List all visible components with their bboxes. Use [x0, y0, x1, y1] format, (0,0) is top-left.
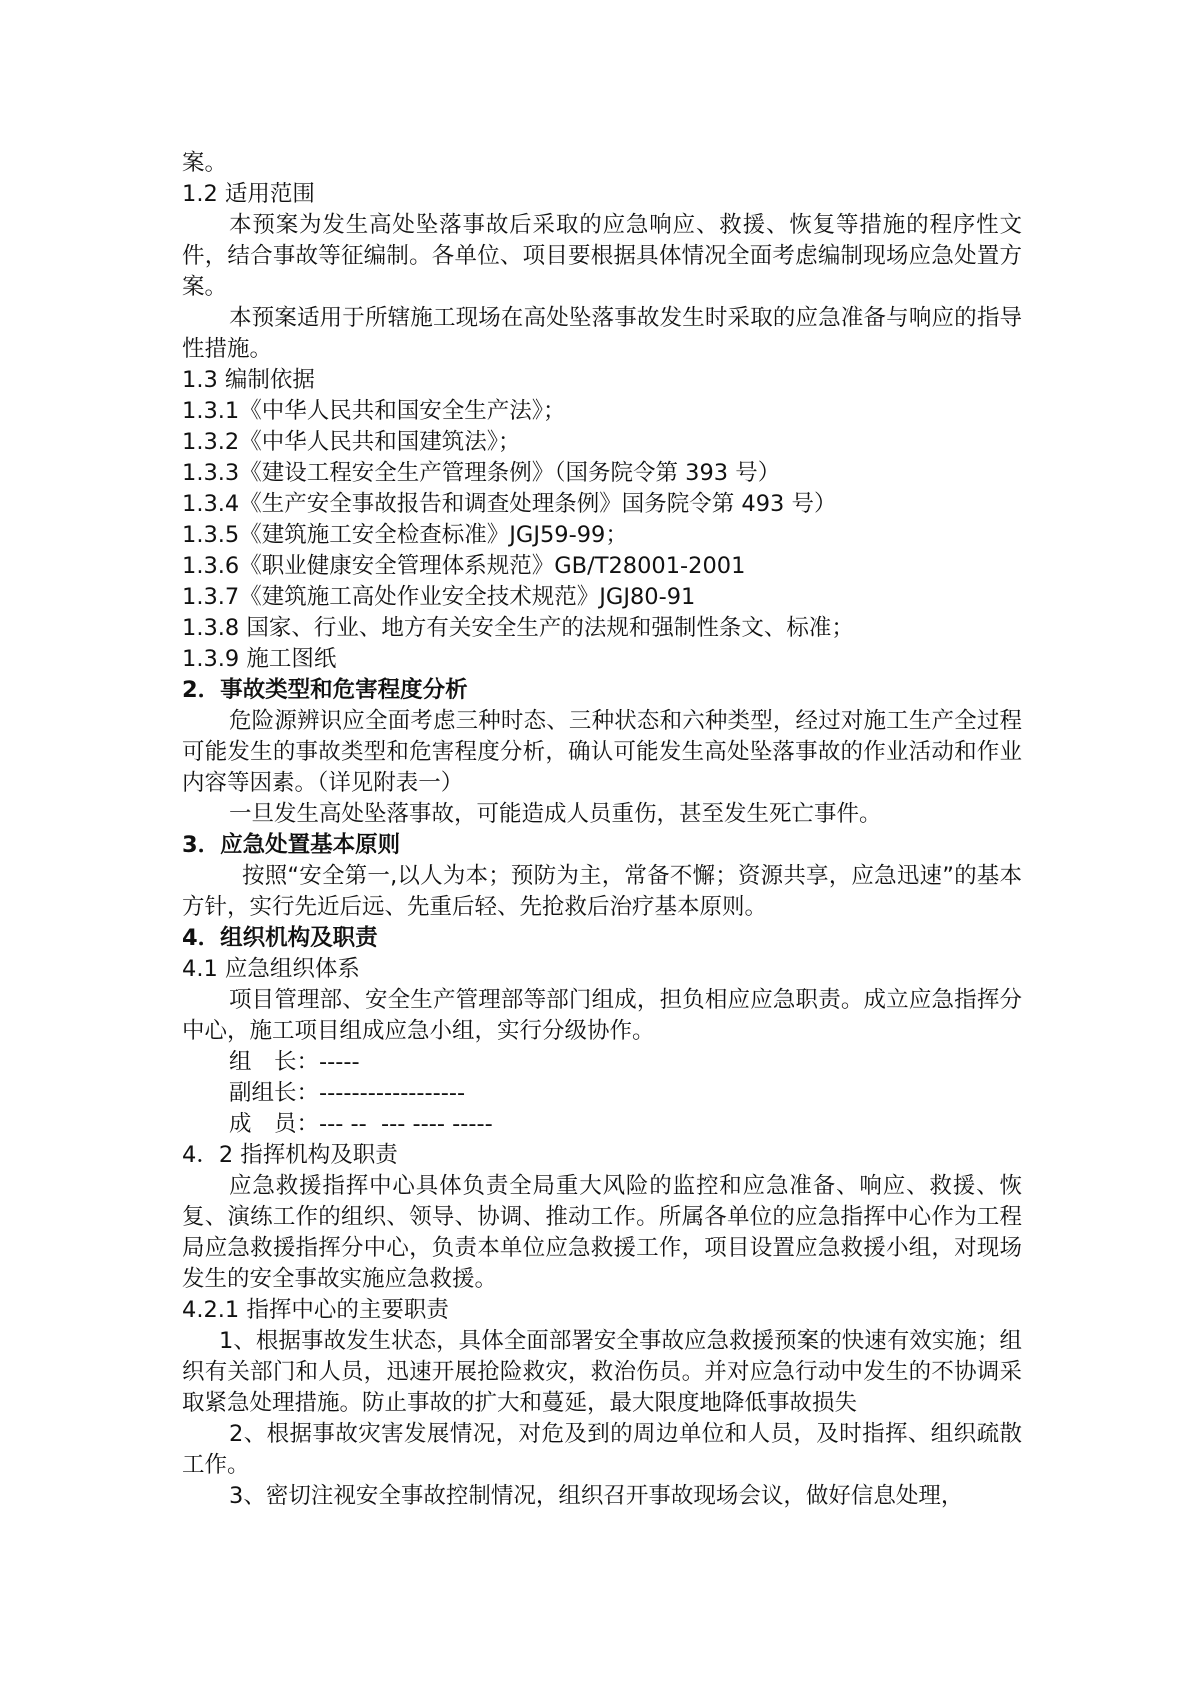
role-deputy-leader: 副组长：------------------	[229, 1080, 466, 1106]
role-leader: 组 长：-----	[229, 1049, 360, 1075]
paragraph: 本预案适用于所辖施工现场在高处坠落事故发生时采取的应急准备与响应的指导性措施。	[182, 305, 1022, 362]
reference-item: 1.3.2《中华人民共和国建筑法》；	[182, 429, 521, 455]
reference-item: 1.3.8 国家、行业、地方有关安全生产的法规和强制性条文、标准；	[182, 615, 854, 641]
paragraph: 本预案为发生高处坠落事故后采取的应急响应、救援、恢复等措施的程序性文件，结合事故等征编制。各单位、项目要根据具体情况全面考虑编制现场应急处置方案。	[182, 212, 1022, 300]
section-heading-4-2-1: 4.2.1 指挥中心的主要职责	[182, 1297, 449, 1323]
section-heading-1-2: 1.2 适用范围	[182, 181, 315, 207]
section-heading-4: 4．组织机构及职责	[182, 925, 378, 951]
paragraph: 1、根据事故发生状态，具体全面部署安全事故应急救援预案的快速有效实施；组织有关部门和人员，迅速开展抢险救灾，救治伤员。并对应急行动中发生的不协调采取紧急处理措施。防止事故的扩大和蔓延，最大限度地降低事故损失	[182, 1328, 1022, 1416]
reference-item: 1.3.7《建筑施工高处作业安全技术规范》JGJ80-91	[182, 584, 696, 610]
paragraph: 按照“安全第一,以人为本；预防为主，常备不懈；资源共享，应急迅速”的基本方针，实行先近后远、先重后轻、先抢救后治疗基本原则。	[182, 863, 1022, 920]
reference-item: 1.3.6《职业健康安全管理体系规范》GB/T28001-2001	[182, 553, 746, 579]
reference-item: 1.3.5《建筑施工安全检查标准》JGJ59-99；	[182, 522, 628, 548]
document-page	[182, 148, 1022, 1512]
section-heading-4-2: 4．2 指挥机构及职责	[182, 1142, 398, 1168]
text-line: 案。	[182, 150, 228, 176]
paragraph: 项目管理部、安全生产管理部等部门组成，担负相应应急职责。成立应急指挥分中心，施工项目组成应急小组，实行分级协作。	[182, 987, 1022, 1044]
section-heading-3: 3．应急处置基本原则	[182, 832, 401, 858]
section-heading-1-3: 1.3 编制依据	[182, 367, 315, 393]
reference-item: 1.3.1《中华人民共和国安全生产法》；	[182, 398, 566, 424]
paragraph: 应急救援指挥中心具体负责全局重大风险的监控和应急准备、响应、救援、恢复、演练工作的组织、领导、协调、推动工作。所属各单位的应急指挥中心作为工程局应急救援指挥分中心，负责本单位应急救援工作，项目设置应急救援小组，对现场发生的安全事故实施应急救援。	[182, 1173, 1022, 1292]
reference-item: 1.3.9 施工图纸	[182, 646, 337, 672]
role-members: 成 员：--- -- --- ---- -----	[229, 1111, 493, 1137]
reference-item: 1.3.4《生产安全事故报告和调查处理条例》国务院令第 493 号）	[182, 491, 837, 517]
paragraph: 危险源辨识应全面考虑三种时态、三种状态和六种类型，经过对施工生产全过程可能发生的事故类型和危害程度分析，确认可能发生高处坠落事故的作业活动和作业内容等因素。（详见附表一）	[182, 708, 1022, 796]
section-heading-4-1: 4.1 应急组织体系	[182, 956, 360, 982]
paragraph: 2、根据事故灾害发展情况，对危及到的周边单位和人员，及时指挥、组织疏散工作。	[182, 1421, 1022, 1478]
paragraph: 一旦发生高处坠落事故，可能造成人员重伤，甚至发生死亡事件。	[229, 801, 882, 827]
reference-item: 1.3.3《建设工程安全生产管理条例》（国务院令第 393 号）	[182, 460, 781, 486]
section-heading-2: 2．事故类型和危害程度分析	[182, 677, 468, 703]
paragraph: 3、密切注视安全事故控制情况，组织召开事故现场会议，做好信息处理，	[229, 1483, 964, 1509]
